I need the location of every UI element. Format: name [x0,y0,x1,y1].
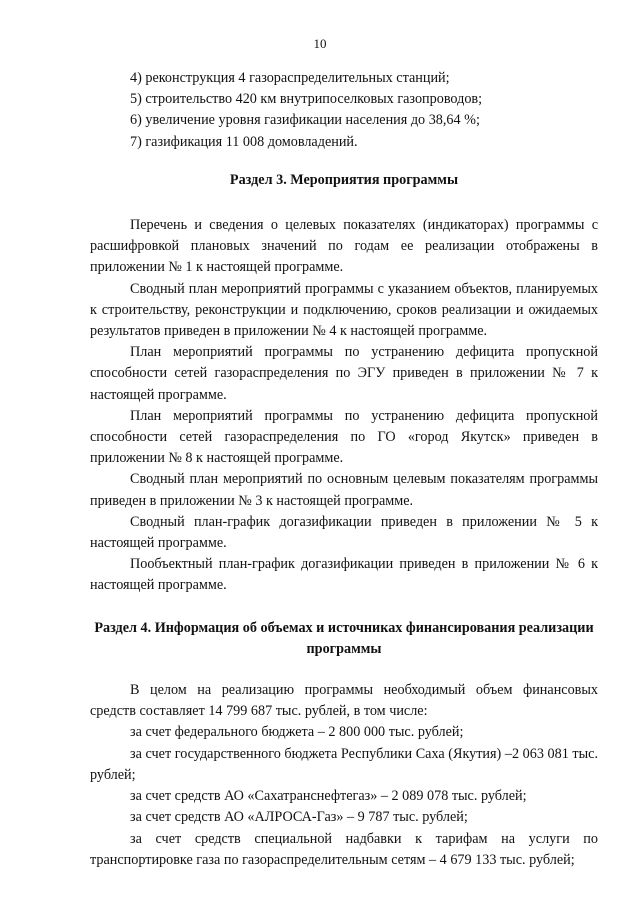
paragraph: Перечень и сведения о целевых показателях (индикаторах) программы с расшифровкой плановых значений по годам ее реализации отображены в приложении № 1 к настоящей программе. [90,217,598,276]
funding-item: за счет средств АО «АЛРОСА-Газ» – 9 787 тыс. рублей; [130,809,468,826]
paragraph: Пообъектный план-график догазификации приведен в приложении № 6 к настоящей программе. [90,556,598,594]
list-item: 5) строительство 420 км внутрипоселковых газопроводов; [130,91,483,108]
funding-item: за счет федерального бюджета – 2 800 000 тыс. рублей; [130,724,464,741]
document-body [90,68,598,871]
list-item: 7) газификация 11 008 домовладений. [130,133,358,150]
paragraph: Сводный план мероприятий программы с указанием объектов, планируемых к строительству, реконструкции и подключению, сроков реализации и ожидаемых результатов приведен в приложении № 4 к настоящей программе. [90,280,598,340]
list-item: 6) увеличение уровня газификации населения до 38,64 %; [130,112,480,129]
funding-item: за счет средств специальной надбавки к тарифам на услуги по транспортировке газа по газораспределительным сетям – 4 679 133 тыс. рублей; [90,830,598,868]
section-3-heading: Раздел 3. Мероприятия программы [229,171,459,188]
funding-item: за счет государственного бюджета Республики Саха (Якутия) –2 063 081 тыс. рублей; [90,745,598,783]
paragraph: План мероприятий программы по устранению дефицита пропускной способности сетей газораспределения по ГО «город Якутск» приведен в приложении № 8 к настоящей программе. [90,407,598,467]
paragraph: План мероприятий программы по устранению дефицита пропускной способности сетей газораспределения по ЭГУ приведен в приложении № 7 к настоящей программе. [90,344,598,403]
paragraph: Сводный план мероприятий по основным целевым показателям программы приведен в приложении № 3 к настоящей программе. [90,471,598,509]
page-number: 10 [313,36,327,51]
paragraph: В целом на реализацию программы необходимый объем финансовых средств составляет 14 799 687 тыс. рублей, в том числе: [90,682,598,720]
paragraph: Сводный план-график догазификации приведен в приложении № 5 к настоящей программе. [90,513,598,552]
section-4-heading: Раздел 4. Информация об объемах и источниках финансирования реализации программы [94,619,594,657]
list-item: 4) реконструкция 4 газораспределительных станций; [130,70,450,86]
funding-item: за счет средств АО «Сахатранснефтегаз» – 2 089 078 тыс. рублей; [130,788,527,805]
